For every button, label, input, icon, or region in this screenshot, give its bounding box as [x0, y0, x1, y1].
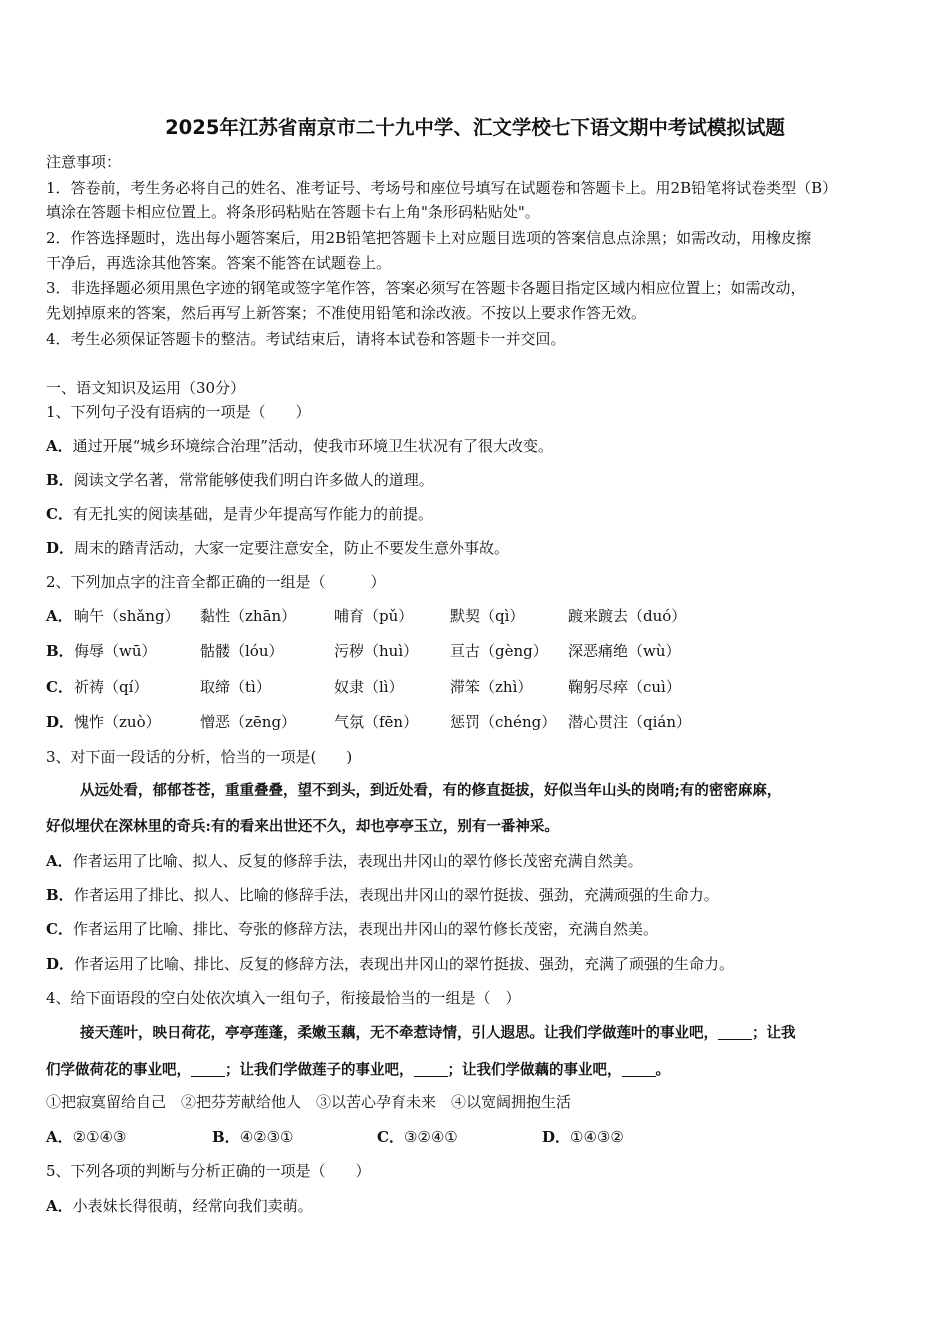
- notice-line: 干净后，再选涂其他答案。答案不能答在试题卷上。: [46, 254, 392, 272]
- q4-passage-line: 接天莲叶，映日荷花，亭亭莲蓬，柔嫩玉藕，无不牵惹诗情，引人遐思。让我们学做莲叶的事业吧， ；让我: [80, 1024, 796, 1042]
- question-1-stem: 1、下列句子没有语病的一项是（ ）: [46, 403, 311, 421]
- exam-page: 2025年江苏省南京市二十九中学、汇文学校七下语文期中考试模拟试题 注意事项： 1．答卷前，考生务必将自己的姓名、准考证号、考场号和座位号填写在试题卷和答题卡上。用2B铅笔将试卷类型（B） 填涂在答题卡相应位置上。将条形码粘贴在答题卡右上角"条形码粘贴处"。 2．作答选择题时，选出每小题答案后，用2B铅笔把答题卡上对应题目选项的答案信息点涂黑；如需改动，用橡皮擦 干净后，再选涂其他答案。答案不能答在试题卷上。 3．非选择题必须用黑色字迹的钢笔或签字笔作答，答案必须写在答题卡各题目指定区域内相应位置上；如需改动， 先划掉原来的答案，然后再写上新答案；不准使用铅笔和涂改液。不按以上要求作答无效。 4．考生必须保证答题卡的整洁。考试结束后，请将本试卷和答题卡一并交回。 一、语文知识及运用（30分） 1、下列句子没有语病的一项是（ ） A．通过开展“城乡环境综合治理”活动，使我市环境卫生状况有了很大改变。 B．阅读文学名著，常常能够使我们明白许多做人的道理。 C．有无扎实的阅读基础，是青少年提高写作能力的前提。 D．周末的踏青活动，大家一定要注意安全，防止不要发生意外事故。 2、下列加点字的注音全都正确的一组是（ ） A． 晌午（shǎng） 黏性（zhān） 哺育（pǔ） 默契（qì） 踱来踱去（duó） B． 侮辱（wū） 骷髅（lóu） 污秽（huì） 亘古（gèng） 深恶痛绝（wù） C． 祈祷（qí） 取缔（tì） 奴隶（lì） 滞笨（zhì） 鞠躬尽瘁（cuì） D． 愧怍（zuò） 憎恶（zēng） 气氛（fēn） 惩罚（chéng） 潜心贯注（qián） 3、对下面一段话的分析，恰当的一项是( ) 从远处看，郁郁苍苍，重重叠叠，望不到头，到近处看，有的修直挺拔，好似当年山头的岗哨;有的密密麻麻， 好似埋伏在深林里的奇兵:有的看来出世还不久，却也亭亭玉立，别有一番神采。 A．作者运用了比喻、拟人、反复的修辞手法，表现出井冈山的翠竹修长茂密充满自然美。 B．作者运用了排比、拟人、比喻的修辞手法，表现出井冈山的翠竹挺拔、强劲，充满顽强的生命力。 C．作者运用了比喻、排比、夸张的修辞方法，表现出井冈山的翠竹修长茂密，充满自然美。 D．作者运用了比喻、排比、反复的修辞方法，表现出井冈山的翠竹挺拔、强劲，充满了顽强的生命力。 4、给下面语段的空白处依次填入一组句子，衔接最恰当的一组是（ ） 接天莲叶，映日荷花，亭亭莲蓬，柔嫩玉藕，无不牵惹诗情，引人遐思。让我们学做莲叶的事业吧， ；让我 们学做荷花的事业吧， ；让我们学做莲子的事业吧， ；让我们学做藕的事业吧， 。 ①把寂寞留给自己 ②把芬芳献给他人 ③以苦心孕育未来 ④以宽阔拥抱生活 A．②①④③ B．④②③① C．③②④① D．①④③② 5、下列各项的判断与分析正确的一项是（ ） A．小表妹长得很萌，经常向我们卖萌。: [0, 0, 950, 1344]
- q4-choices: ①把寂寞留给自己 ②把芬芳献给他人 ③以苦心孕育未来 ④以宽阔拥抱生活: [46, 1093, 572, 1111]
- q3-passage-line: 从远处看，郁郁苍苍，重重叠叠，望不到头，到近处看，有的修直挺拔，好似当年山头的岗哨;有的密密麻麻，: [80, 782, 782, 799]
- notice-heading: 注意事项：: [46, 153, 122, 171]
- q4-option-c: C．③②④①: [377, 1128, 458, 1146]
- notice-line: 1．答卷前，考生务必将自己的姓名、准考证号、考场号和座位号填写在试题卷和答题卡上。用2B铅笔将试卷类型（B）: [46, 179, 838, 197]
- q2-item: 亘古（gèng）: [450, 642, 548, 660]
- notice-line: 4．考生必须保证答题卡的整洁。考试结束后，请将本试卷和答题卡一并交回。: [46, 330, 566, 348]
- q2-item: 气氛（fēn）: [334, 713, 419, 731]
- q2-item: 哺育（pǔ）: [334, 607, 414, 625]
- q3-passage-line: 好似埋伏在深林里的奇兵:有的看来出世还不久，却也亭亭玉立，别有一番神采。: [46, 818, 559, 835]
- q2-item: 侮辱（wū）: [74, 642, 157, 660]
- q2-item: 愧怍（zuò）: [74, 713, 161, 731]
- question-5-stem: 5、下列各项的判断与分析正确的一项是（ ）: [46, 1162, 371, 1180]
- answer-blank: [191, 1061, 225, 1077]
- q2-item: 骷髅（lóu）: [200, 642, 284, 660]
- answer-blank: [414, 1061, 448, 1077]
- q2-item: 踱来踱去（duó）: [568, 607, 687, 625]
- q1-option-d: D．周末的踏青活动，大家一定要注意安全，防止不要发生意外事故。: [46, 539, 510, 557]
- q2-item: 滞笨（zhì）: [450, 678, 533, 696]
- q1-option-a: A．通过开展“城乡环境综合治理”活动，使我市环境卫生状况有了很大改变。: [46, 437, 553, 455]
- section-heading: 一、语文知识及运用（30分）: [46, 379, 246, 397]
- question-3-stem: 3、对下面一段话的分析，恰当的一项是( ): [46, 748, 353, 766]
- notice-line: 填涂在答题卡相应位置上。将条形码粘贴在答题卡右上角"条形码粘贴处"。: [46, 203, 540, 221]
- q2-item: 鞠躬尽瘁（cuì）: [568, 678, 681, 696]
- answer-blank: [622, 1061, 656, 1077]
- question-4-stem: 4、给下面语段的空白处依次填入一组句子，衔接最恰当的一组是（ ）: [46, 989, 521, 1007]
- q1-option-c: C．有无扎实的阅读基础，是青少年提高写作能力的前提。: [46, 505, 433, 523]
- q2-item: 晌午（shǎng）: [74, 607, 180, 625]
- q2-item: 祈祷（qí）: [74, 678, 149, 696]
- q2-item: 潜心贯注（qián）: [568, 713, 692, 731]
- q2-item: 奴隶（lì）: [334, 678, 404, 696]
- q2-item: 默契（qì）: [450, 607, 525, 625]
- question-2-stem: 2、下列加点字的注音全都正确的一组是（ ）: [46, 573, 386, 591]
- q2-item: 污秽（huì）: [334, 642, 419, 660]
- q2-item: 惩罚（chéng）: [450, 713, 557, 731]
- q3-option-a: A．作者运用了比喻、拟人、反复的修辞手法，表现出井冈山的翠竹修长茂密充满自然美。: [46, 852, 643, 870]
- q1-option-b: B．阅读文学名著，常常能够使我们明白许多做人的道理。: [46, 471, 434, 489]
- q2-item: 深恶痛绝（wù）: [568, 642, 681, 660]
- q2-item: 取缔（tì）: [200, 678, 271, 696]
- q3-option-c: C．作者运用了比喻、排比、夸张的修辞方法，表现出井冈山的翠竹修长茂密，充满自然美。: [46, 920, 658, 938]
- q4-option-a: A．②①④③: [46, 1128, 127, 1146]
- notice-line: 先划掉原来的答案，然后再写上新答案；不准使用铅笔和涂改液。不按以上要求作答无效。: [46, 304, 647, 322]
- q3-option-d: D．作者运用了比喻、排比、反复的修辞方法，表现出井冈山的翠竹挺拔、强劲，充满了顽强的生命力。: [46, 955, 735, 973]
- notice-line: 2．作答选择题时，选出每小题答案后，用2B铅笔把答题卡上对应题目选项的答案信息点涂黑；如需改动，用橡皮擦: [46, 229, 812, 247]
- q4-option-b: B．④②③①: [212, 1128, 294, 1146]
- q4-passage-line: 们学做荷花的事业吧， ；让我们学做莲子的事业吧， ；让我们学做藕的事业吧， 。: [46, 1061, 670, 1079]
- notice-line: 3．非选择题必须用黑色字迹的钢笔或签字笔作答，答案必须写在答题卡各题目指定区域内相应位置上；如需改动，: [46, 279, 806, 297]
- q4-option-d: D．①④③②: [542, 1128, 624, 1146]
- q2-item: 憎恶（zēng）: [200, 713, 297, 731]
- answer-blank: [718, 1024, 752, 1040]
- q3-option-b: B．作者运用了排比、拟人、比喻的修辞手法，表现出井冈山的翠竹挺拔、强劲，充满顽强的生命力。: [46, 886, 719, 904]
- page-title: 2025年江苏省南京市二十九中学、汇文学校七下语文期中考试模拟试题: [165, 116, 785, 139]
- q5-option-a: A．小表妹长得很萌，经常向我们卖萌。: [46, 1197, 313, 1215]
- q2-item: 黏性（zhān）: [200, 607, 297, 625]
